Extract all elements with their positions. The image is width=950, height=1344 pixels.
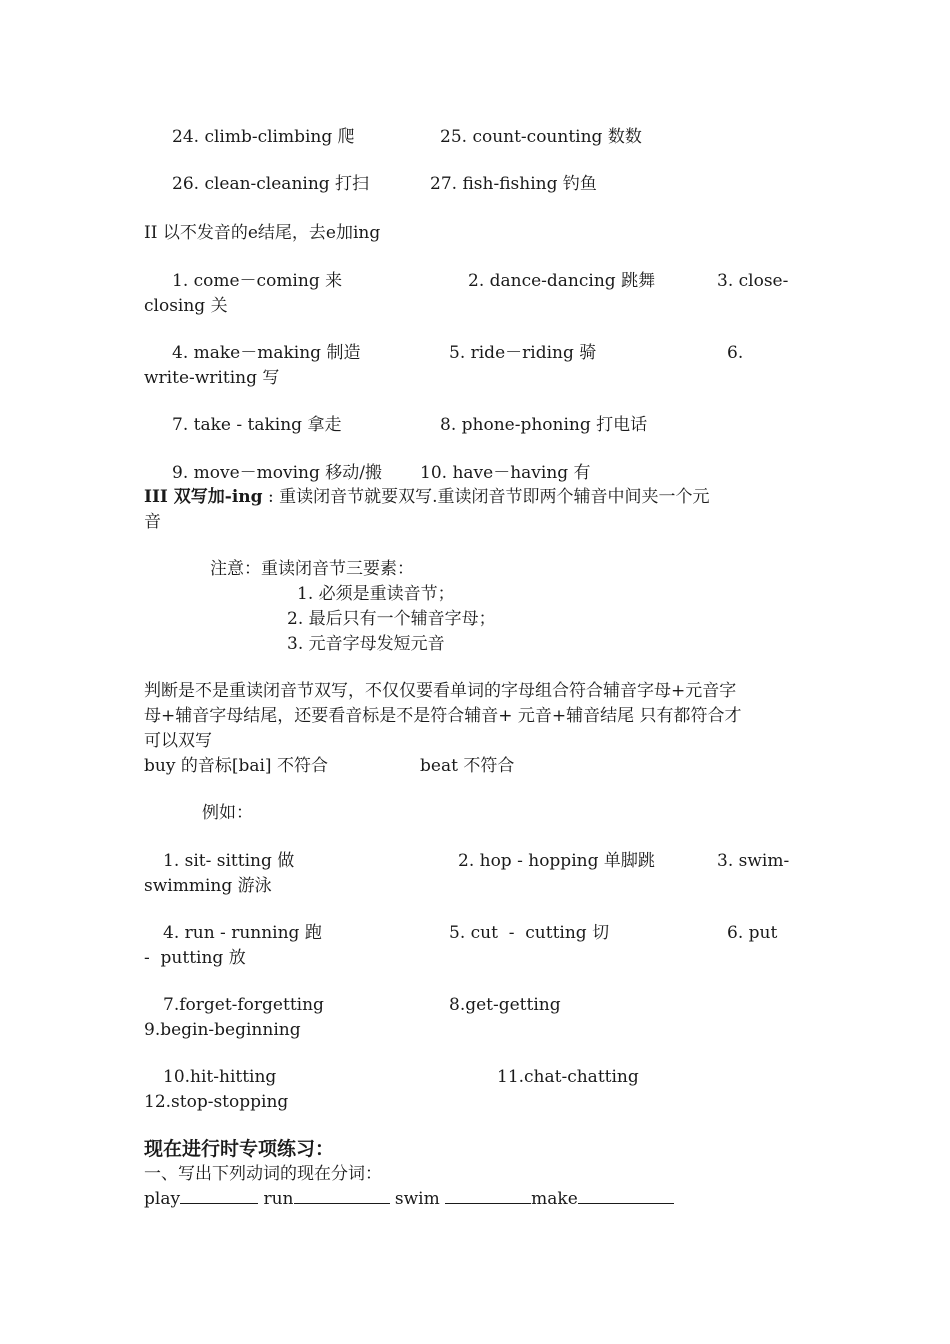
list-item: 5. ride－riding 骑	[449, 343, 597, 363]
section-heading-rest: : 重读闭音节就要双写.重读闭音节即两个辅音中间夹一个元	[262, 487, 710, 507]
list-item: 10.hit-hitting	[163, 1067, 277, 1087]
section-heading-continuation: 音	[144, 512, 161, 532]
answer-blank[interactable]	[445, 1187, 531, 1204]
list-item: 1. come－coming 来	[172, 271, 343, 291]
list-item: 2. hop - hopping 单脚跳	[458, 851, 655, 871]
note-title: 注意：重读闭音节三要素：	[210, 559, 414, 579]
list-item: 6.	[727, 343, 744, 363]
paragraph-line: 母+辅音字母结尾，还要看音标是不是符合辅音+ 元音+辅音结尾 只有都符合才	[144, 706, 742, 726]
list-item: 2. dance-dancing 跳舞	[468, 271, 656, 291]
list-item: swimming 游泳	[144, 876, 272, 896]
rule-item: 2. 最后只有一个辅音字母；	[287, 609, 496, 629]
rule-item: 3. 元音字母发短元音	[287, 634, 445, 654]
exercise-word: make	[531, 1189, 578, 1209]
rule-item: 1. 必须是重读音节；	[297, 584, 455, 604]
note-beat: beat 不符合	[420, 756, 515, 776]
list-item: 10. have－having 有	[420, 463, 591, 483]
list-item: 11.chat-chatting	[497, 1067, 639, 1087]
paragraph-line: 可以双写	[144, 731, 212, 751]
answer-blank[interactable]	[294, 1187, 390, 1204]
exercise-row	[144, 1187, 674, 1211]
list-item: 3. swim-	[717, 851, 790, 871]
list-item: 12.stop-stopping	[144, 1092, 289, 1112]
list-item: closing 关	[144, 296, 228, 316]
exercise-title: 现在进行时专项练习：	[144, 1138, 335, 1160]
list-item: 26. clean-cleaning 打扫	[172, 174, 370, 194]
list-item: write-writing 写	[144, 368, 280, 388]
exercise-word: play	[144, 1189, 181, 1209]
list-item: 9. move－moving 移动/搬	[172, 463, 383, 483]
answer-blank[interactable]	[180, 1187, 258, 1204]
list-item: 4. make－making 制造	[172, 343, 361, 363]
list-item: 7.forget-forgetting	[163, 995, 324, 1015]
list-item: 6. put	[727, 923, 778, 943]
list-item: 27. fish-fishing 钓鱼	[430, 174, 597, 194]
list-item: 9.begin-beginning	[144, 1020, 301, 1040]
example-label: 例如：	[202, 803, 253, 823]
exercise-word: swim	[389, 1189, 446, 1209]
list-item: 8.get-getting	[449, 995, 561, 1015]
list-item: 5. cut - cutting 切	[449, 923, 610, 943]
list-item: 1. sit- sitting 做	[163, 851, 295, 871]
note-buy: buy 的音标[bai] 不符合	[144, 756, 328, 776]
list-item: 24. climb-climbing 爬	[172, 127, 355, 147]
exercise-word: run	[258, 1189, 294, 1209]
section-heading	[144, 485, 710, 509]
answer-blank[interactable]	[578, 1187, 674, 1204]
list-item: 25. count-counting 数数	[440, 127, 642, 147]
paragraph-line: 判断是不是重读闭音节双写，不仅仅要看单词的字母组合符合辅音字母+元音字	[144, 681, 737, 701]
section-heading: II 以不发音的e结尾，去e加ing	[144, 223, 381, 243]
list-item: 7. take - taking 拿走	[172, 415, 342, 435]
exercise-instruction: 一、写出下列动词的现在分词：	[144, 1164, 382, 1184]
list-item: 8. phone-phoning 打电话	[440, 415, 648, 435]
section-heading-bold: III 双写加-ing	[144, 487, 263, 507]
list-item: - putting 放	[144, 948, 246, 968]
list-item: 4. run - running 跑	[163, 923, 322, 943]
list-item: 3. close-	[717, 271, 789, 291]
